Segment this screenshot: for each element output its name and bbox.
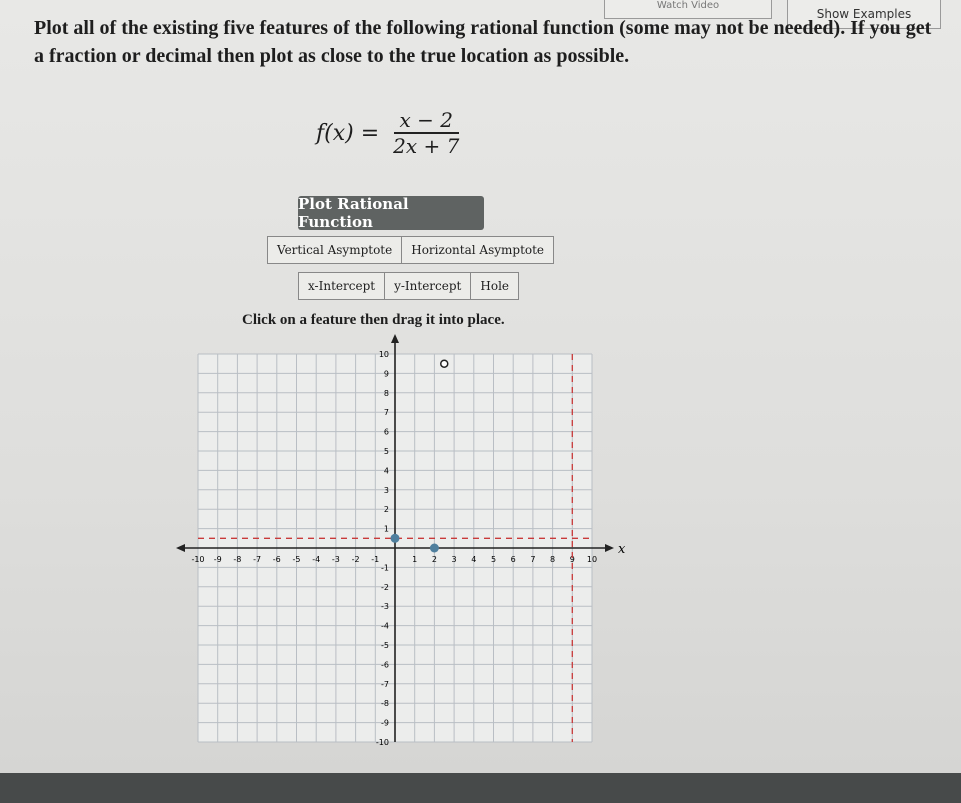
show-examples-button[interactable]: Show Examples — [787, 0, 941, 29]
y-tick-label: 4 — [383, 466, 389, 476]
y-tick-label: 1 — [383, 524, 389, 534]
y-tick-label: -1 — [381, 563, 389, 573]
x-tick-label: 1 — [412, 555, 418, 564]
y-tick-label: 8 — [383, 388, 389, 398]
hole-tool[interactable]: Hole — [480, 279, 510, 293]
y-tick-label: -6 — [381, 660, 389, 670]
x-tick-label: 8 — [550, 555, 556, 564]
y-intercept-tool[interactable]: y-Intercept — [385, 273, 471, 299]
vertical-asymptote-tool[interactable]: Vertical Asymptote — [268, 237, 402, 263]
rational-function-formula — [316, 108, 465, 158]
formula-fraction — [387, 108, 465, 158]
x-tick-label: -1 — [371, 555, 380, 564]
y-tick-label: 2 — [383, 505, 389, 515]
y-tick-label: 9 — [383, 369, 389, 379]
y-tick-label: -8 — [381, 699, 389, 709]
watch-video-button[interactable]: Watch Video — [604, 0, 772, 19]
x-tick-label: 9 — [569, 555, 575, 564]
x-axis-label: x — [618, 542, 626, 557]
hole-point[interactable] — [441, 360, 448, 367]
x-tick-label: 5 — [490, 555, 497, 564]
x-tick-label: -10 — [191, 555, 205, 564]
x-tick-label: -9 — [213, 555, 222, 564]
x-tick-label: 6 — [510, 555, 516, 564]
formula-lhs: f(x) = — [316, 120, 380, 146]
formula-numerator: x − 2 — [394, 108, 459, 134]
x-tick-label: -3 — [331, 555, 340, 564]
x-intercept-tool[interactable]: x-Intercept — [299, 273, 385, 299]
y-tick-label: -7 — [381, 679, 389, 689]
x-tick-label: -8 — [233, 555, 242, 564]
instruction-text: Click on a feature then drag it into place. — [242, 312, 505, 328]
y-axis-arrow — [391, 334, 399, 343]
y-tick-label: 5 — [383, 447, 389, 456]
x-tick-label: 3 — [451, 555, 457, 564]
y-tick-label: 3 — [383, 485, 389, 495]
y-tick-label: -2 — [381, 582, 389, 592]
y-tick-label: 7 — [383, 408, 389, 418]
y-tick-label: 10 — [378, 350, 389, 359]
y-intercept-point[interactable] — [391, 534, 400, 543]
x-tick-label: -2 — [351, 555, 360, 564]
coordinate-graph[interactable] — [170, 334, 630, 774]
x-axis-arrow-left — [176, 544, 185, 552]
horizontal-asymptote-tool[interactable]: Horizontal Asymptote — [411, 243, 545, 257]
y-tick-label: -3 — [381, 602, 389, 612]
bottom-bar — [0, 773, 961, 803]
plot-rational-function-button[interactable]: Plot Rational Function — [298, 196, 484, 230]
x-tick-label: -4 — [312, 555, 321, 564]
x-intercept-point[interactable] — [430, 544, 439, 553]
x-tick-label: 10 — [586, 555, 598, 564]
x-tick-label: 4 — [471, 555, 477, 564]
asymptote-tools — [267, 236, 554, 264]
x-axis-arrow-right — [605, 544, 614, 552]
problem-prompt: Plot all of the existing five features of the following rational function (some may not be needed). If you get a fraction or decimal then plot as close to the true location as possible. — [34, 17, 932, 67]
y-tick-label: -9 — [381, 718, 389, 728]
x-tick-label: 7 — [530, 555, 536, 564]
x-tick-label: -5 — [292, 555, 301, 564]
x-tick-label: -6 — [272, 555, 281, 564]
y-tick-label: -10 — [375, 738, 389, 747]
y-tick-label: -5 — [381, 641, 389, 650]
y-tick-label: 6 — [383, 427, 389, 437]
point-tools — [298, 272, 519, 300]
formula-denominator: 2x + 7 — [393, 134, 460, 158]
x-tick-label: -7 — [253, 555, 262, 564]
y-tick-label: -4 — [381, 621, 389, 631]
x-tick-label: 2 — [431, 555, 437, 564]
